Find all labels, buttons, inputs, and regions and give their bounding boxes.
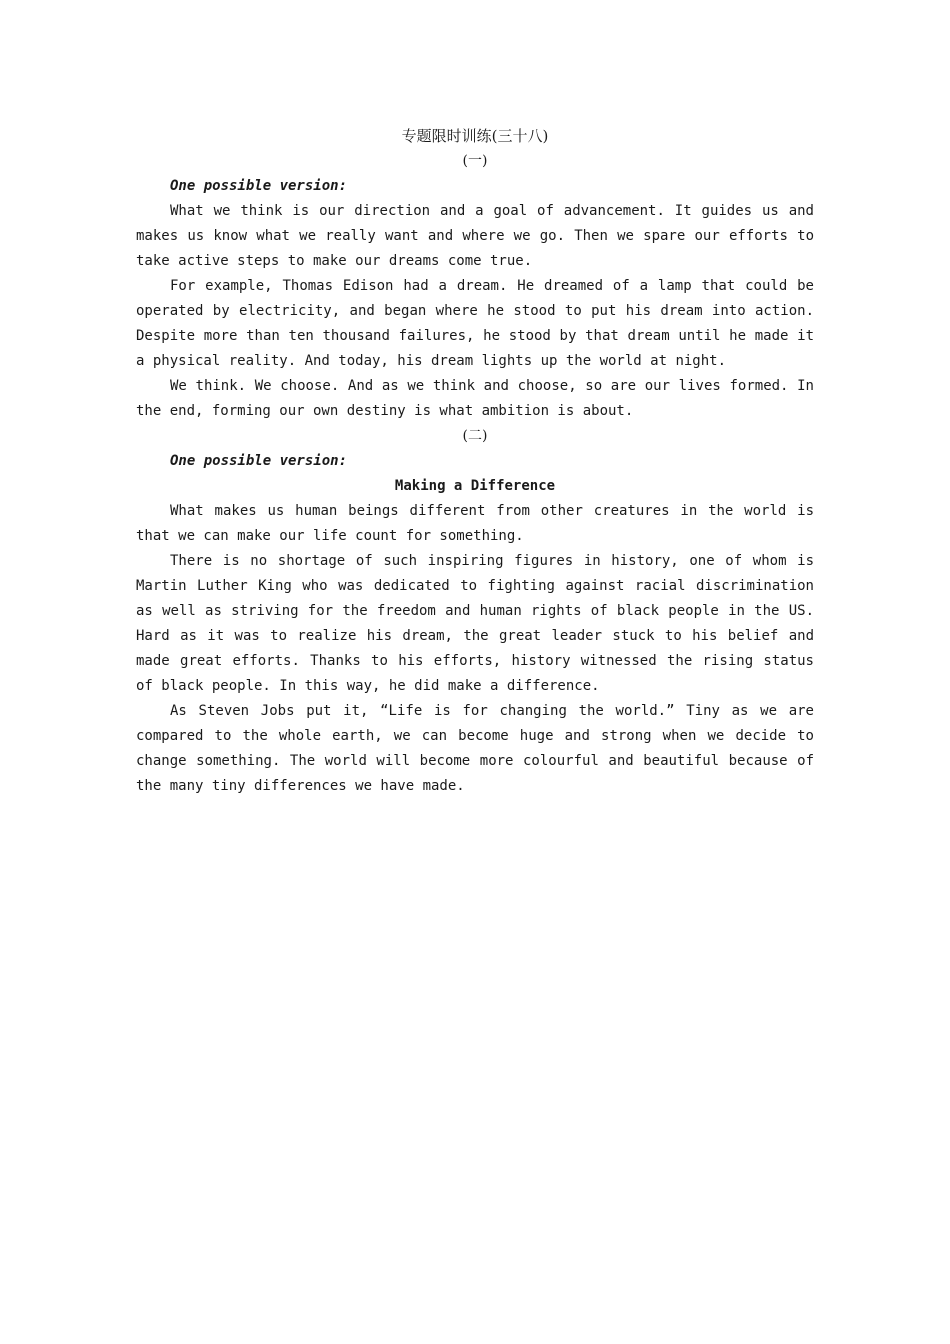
- section-2-version-label: One possible version:: [170, 453, 348, 469]
- section-1-version-label: One possible version:: [170, 178, 348, 194]
- section-1-paragraph-2: For example, Thomas Edison had a dream. He dreamed of a lamp that could be operated by electricity, and began where he stood to put his dream into action. Despite more than ten thousand failures, he stood by that dream until he made it a physical reality. And today, his dream lights up the world at night.: [136, 278, 814, 369]
- document-title: 专题限时训练(三十八): [401, 127, 549, 145]
- document-page: [136, 124, 814, 799]
- section-2-paragraph-1: What makes us human beings different from other creatures in the world is that we can make our life count for something.: [136, 503, 814, 544]
- essay-title: Making a Difference: [394, 478, 556, 494]
- section-2-paragraph-3: As Steven Jobs put it, “Life is for changing the world.” Tiny as we are compared to the whole earth, we can become huge and strong when we decide to change something. The world will become more colourful and beautiful because of the many tiny differences we have made.: [136, 703, 814, 794]
- section-2-paragraph-2: There is no shortage of such inspiring figures in history, one of whom is Martin Luther King who was dedicated to fighting against racial discrimination as well as striving for the freedom and human rights of black people in the US. Hard as it was to realize his dream, the great leader stuck to his belief and made great efforts. Thanks to his efforts, history witnessed the rising status of black people. In this way, he did make a difference.: [136, 553, 814, 694]
- section-1-mark: (一): [462, 153, 488, 169]
- section-1-paragraph-3: We think. We choose. And as we think and choose, so are our lives formed. In the end, forming our own destiny is what ambition is about.: [136, 378, 814, 419]
- section-2-mark: (二): [462, 428, 488, 444]
- section-1-paragraph-1: What we think is our direction and a goal of advancement. It guides us and makes us know what we really want and where we go. Then we spare our efforts to take active steps to make our dreams come true.: [136, 203, 814, 269]
